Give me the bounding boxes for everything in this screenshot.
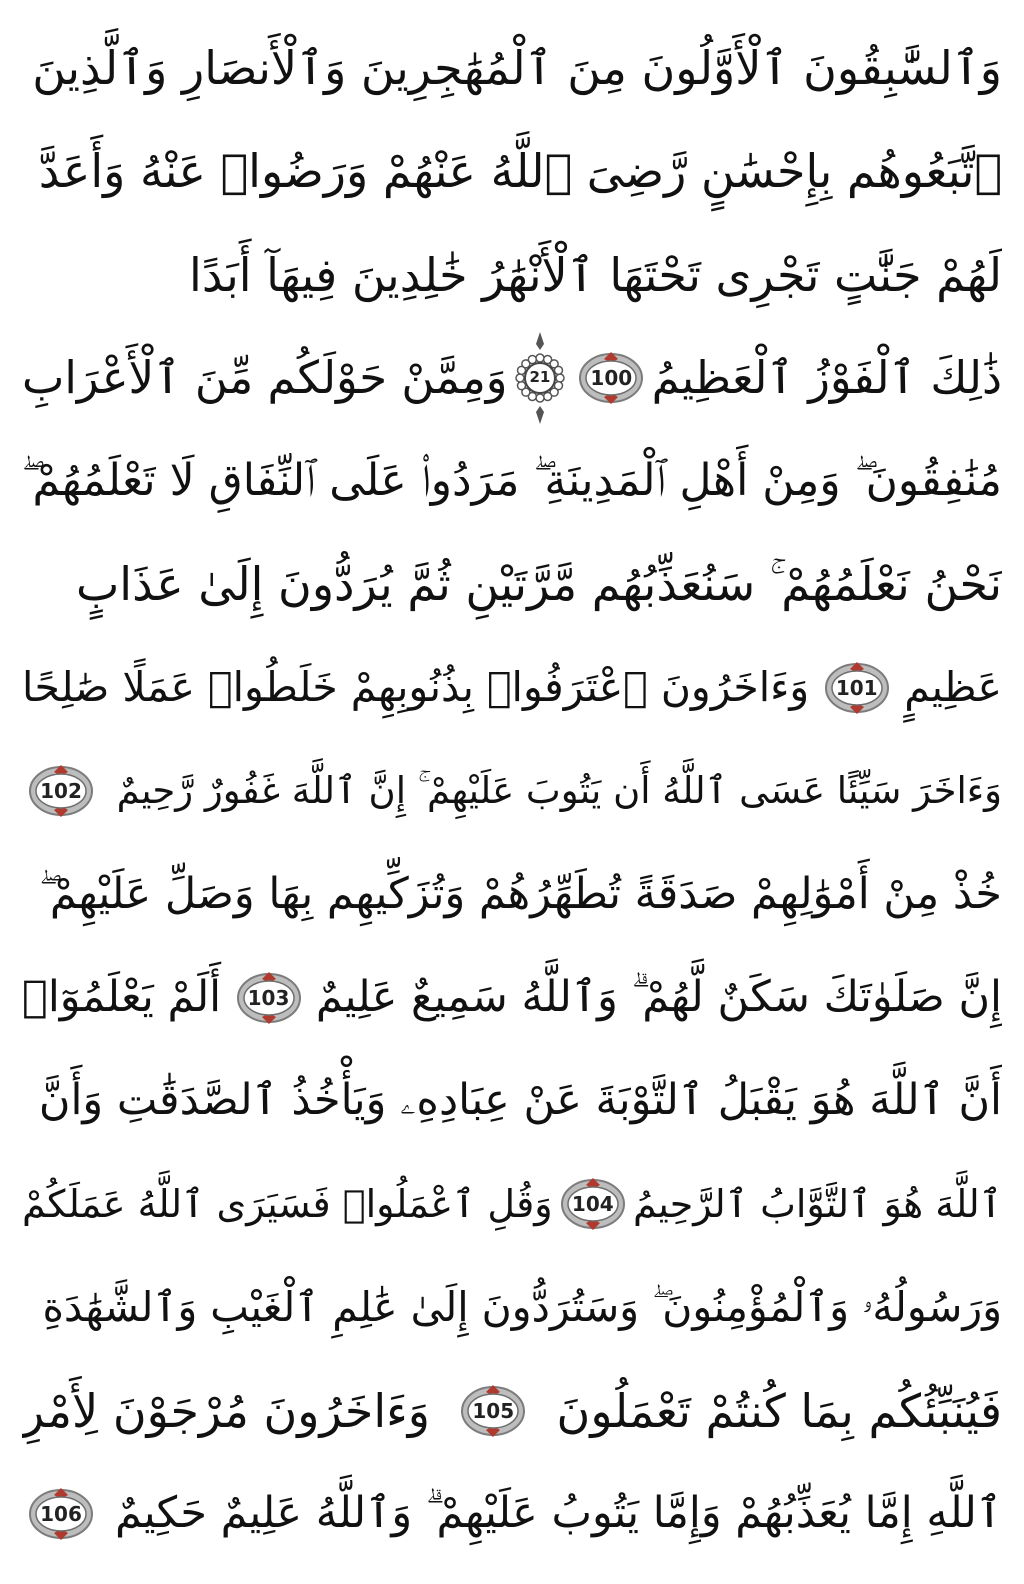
ayah-number-marker [28, 764, 94, 818]
ayah-number-marker [236, 971, 302, 1025]
verse-line [22, 225, 1002, 325]
verse-line [22, 328, 1002, 428]
verse-text: وَءَاخَرُونَ مُرْجَوْنَ لِأَمْرِ [22, 1383, 430, 1438]
verse-lines [22, 18, 1002, 1564]
verse-line [22, 534, 1002, 634]
verse-line [22, 431, 1002, 531]
verse-line [22, 638, 1002, 738]
ayah-number-marker [578, 351, 644, 405]
ayah-number: 101 [835, 675, 878, 700]
verse-text: خُذْ مِنْ أَمْوَٰلِهِمْ صَدَقَةً تُطَهِّرُهُمْ وَتُزَكِّيهِم بِهَا وَصَلِّ عَلَيْهِمْ ۖ [39, 868, 1002, 919]
verse-line [22, 1154, 1002, 1254]
ayah-number-marker [824, 661, 890, 715]
verse-text: أَلَمْ يَعْلَمُوٓا۟ [22, 972, 222, 1023]
verse-text: عَظِيمٍ [904, 663, 1002, 712]
ayah-number-marker [560, 1177, 626, 1231]
verse-text: ٱللَّهِ إِمَّا يُعَذِّبُهُمْ وَإِمَّا يَتُوبُ عَلَيْهِمْ ۗ وَٱللَّهُ عَلِيمٌ حَكِيمٌ [114, 1488, 1002, 1539]
ayah-number: 102 [40, 778, 82, 803]
verse-line [22, 1257, 1002, 1357]
hizb-number: 21 [529, 368, 551, 387]
verse-text: أَنَّ ٱللَّهَ هُوَ يَقْبَلُ ٱلتَّوْبَةَ عَنْ عِبَادِهِۦ وَيَأْخُذُ ٱلصَّدَقَٰتِ وَأَنَّ [38, 1075, 1002, 1126]
verse-text: وَءَاخَرَ سَيِّئًا عَسَى ٱللَّهُ أَن يَتُوبَ عَلَيْهِمْ ۚ إِنَّ ٱللَّهَ غَفُورٌ رَّحِيمٌ [116, 769, 1002, 813]
verse-text: وَٱلسَّٰبِقُونَ ٱلْأَوَّلُونَ مِنَ ٱلْمُهَٰجِرِينَ وَٱلْأَنصَارِ وَٱلَّذِينَ [32, 41, 1002, 95]
verse-text: لَهُمْ جَنَّٰتٍ تَجْرِى تَحْتَهَا ٱلْأَنْهَٰرُ خَٰلِدِينَ فِيهَآ أَبَدًا [189, 247, 1002, 302]
verse-text: وَمِمَّنْ حَوْلَكُم مِّنَ ٱلْأَعْرَابِ [22, 351, 508, 405]
verse-text: مُنَٰفِقُونَ ۖ وَمِنْ أَهْلِ ٱلْمَدِينَةِ ۖ مَرَدُوا۟ عَلَى ٱلنِّفَاقِ لَا تَعْلَمُهُمْ ۖ [22, 455, 1002, 507]
verse-text: وَرَسُولُهُۥ وَٱلْمُؤْمِنُونَ ۖ وَسَتُرَدُّونَ إِلَىٰ عَٰلِمِ ٱلْغَيْبِ وَٱلشَّهَٰدَةِ [42, 1282, 1002, 1331]
ayah-number-marker [28, 1487, 94, 1541]
verse-line [22, 844, 1002, 944]
hizb-marker [515, 330, 565, 426]
verse-text: ٱتَّبَعُوهُم بِإِحْسَٰنٍ رَّضِىَ ٱللَّهُ عَنْهُمْ وَرَضُوا۟ عَنْهُ وَأَعَدَّ [38, 144, 1002, 199]
verse-text: نَحْنُ نَعْلَمُهُمْ ۚ سَنُعَذِّبُهُم مَّرَّتَيْنِ ثُمَّ يُرَدُّونَ إِلَىٰ عَذَابٍ [76, 557, 1002, 612]
verse-line [22, 18, 1002, 118]
verse-text: ٱللَّهَ هُوَ ٱلتَّوَّابُ ٱلرَّحِيمُ [632, 1182, 1002, 1227]
verse-text: فَيُنَبِّئُكُم بِمَا كُنتُمْ تَعْمَلُونَ [556, 1383, 1002, 1438]
verse-line [22, 741, 1002, 841]
ayah-number: 103 [247, 985, 290, 1010]
ayah-number: 106 [40, 1501, 82, 1526]
verse-line [22, 1361, 1002, 1461]
ayah-number: 105 [472, 1398, 515, 1423]
verse-line [22, 1464, 1002, 1564]
verse-text: وَءَاخَرُونَ ٱعْتَرَفُوا۟ بِذُنُوبِهِمْ خَلَطُوا۟ عَمَلًا صَٰلِحًا [22, 663, 810, 712]
verse-text: إِنَّ صَلَوٰتَكَ سَكَنٌ لَّهُمْ ۗ وَٱللَّهُ سَمِيعٌ عَلِيمٌ [315, 972, 1002, 1023]
verse-line [22, 121, 1002, 221]
verse-line [22, 1051, 1002, 1151]
verse-text: وَقُلِ ٱعْمَلُوا۟ فَسَيَرَى ٱللَّهُ عَمَلَكُمْ [22, 1182, 553, 1227]
verse-line [22, 948, 1002, 1048]
ayah-number: 100 [590, 365, 633, 390]
ayah-number-marker [460, 1384, 526, 1438]
verse-text: ذَٰلِكَ ٱلْفَوْزُ ٱلْعَظِيمُ [651, 351, 1002, 405]
ayah-number: 104 [571, 1192, 614, 1217]
